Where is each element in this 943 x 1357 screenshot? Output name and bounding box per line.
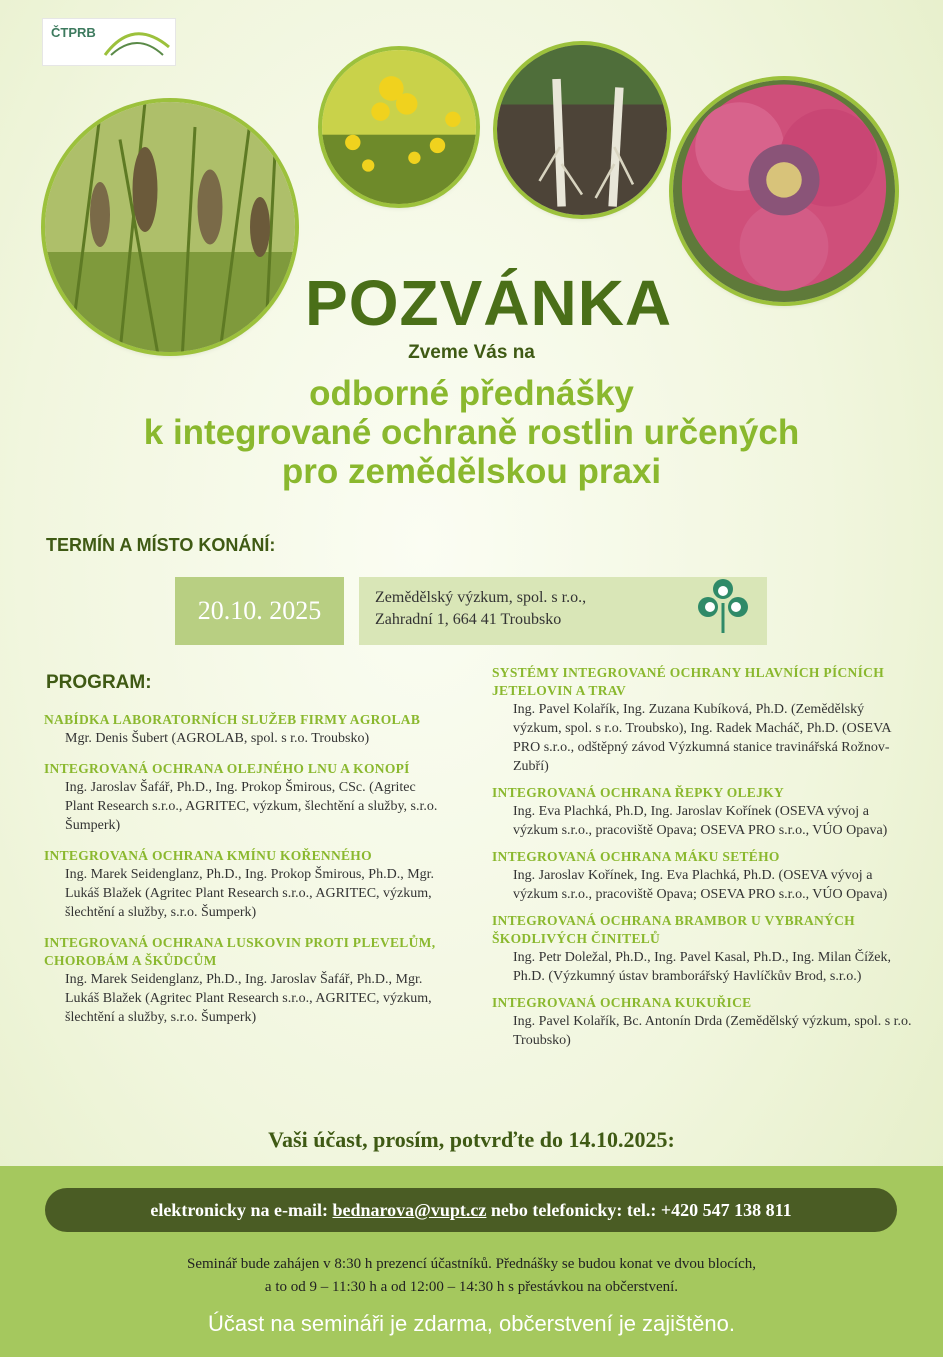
logo-swoosh-icon [103, 25, 171, 59]
program-item-title: NABÍDKA LABORATORNÍCH SLUŽEB FIRMY AGROLAB [44, 712, 421, 727]
program-item-title: INTEGROVANÁ OCHRANA ŘEPKY OLEJKY [492, 785, 785, 800]
rapeseed-photo [322, 50, 476, 204]
note-line: a to od 9 – 11:30 h a od 12:00 – 14:30 h s přestávkou na občerstvení. [264, 1279, 679, 1295]
program-item-title: INTEGROVANÁ OCHRANA OLEJNÉHO LNU A KONOPÍ [44, 761, 410, 776]
subtitle-line: pro zemědělskou praxi [281, 452, 662, 491]
subtitle [0, 374, 943, 491]
program-item-speakers: Ing. Jaroslav Šafář, Ph.D., Ing. Prokop Šmirous, CSc. (Agritec Plant Research s.r.o., AGRITEC, výzkum, šlechtění a služby, s.r.o. Šumperk) [65, 780, 438, 833]
program-item-title: SYSTÉMY INTEGROVANÉ OCHRANY HLAVNÍCH PÍCNÍCH JETELOVIN A TRAV [492, 665, 885, 698]
program-item-speakers: Ing. Petr Doležal, Ph.D., Ing. Pavel Kasal, Ph.D., Ing. Milan Čížek, Ph.D. (Výzkumný ústav bramborářský Havlíčkův Brod, s.r.o.) [513, 950, 891, 984]
program-item-speakers: Ing. Pavel Kolařík, Bc. Antonín Drda (Zemědělský výzkum, spol. s r.o. Troubsko) [513, 1014, 912, 1048]
invite-text: Zveme Vás na [408, 342, 535, 363]
program-item-title: INTEGROVANÁ OCHRANA MÁKU SETÉHO [492, 849, 780, 864]
place-line: Zemědělský výzkum, spol. s r.o., [375, 589, 587, 606]
note-line: Seminář bude zahájen v 8:30 h prezencí účastníků. Přednášky se budou konat ve dvou blocích, [186, 1256, 756, 1272]
program-item-speakers: Ing. Marek Seidenglanz, Ph.D., Ing. Prokop Šmirous, Ph.D., Mgr. Lukáš Blažek (Agritec Plant Research s.r.o., AGRITEC, výzkum, šlechtění a služby, s.r.o. Šumperk) [65, 867, 435, 920]
event-place [359, 577, 767, 645]
program-item-speakers: Mgr. Denis Šubert (AGROLAB, spol. s r.o. Troubsko) [65, 731, 370, 746]
page-title: POZVÁNKA [305, 267, 673, 339]
program-item [492, 994, 912, 1050]
confirm-deadline: Vaši účast, prosím, potvrďte do 14.10.2025: [268, 1127, 675, 1152]
program-item-title: INTEGROVANÁ OCHRANA KUKUŘICE [492, 995, 752, 1010]
program-heading: PROGRAM: [46, 672, 152, 693]
program-item [44, 711, 444, 748]
program-item [44, 934, 444, 1027]
subtitle-line: k integrované ochraně rostlin určených [143, 413, 800, 452]
contact-prefix: elektronicky na e-mail: [150, 1199, 328, 1220]
clover-icon [691, 573, 755, 637]
program-item [492, 664, 912, 776]
program-item-speakers: Ing. Jaroslav Kořínek, Ing. Eva Plachká, Ph.D. (OSEVA vývoj a výzkum s.r.o., pracoviště Opava; OSEVA PRO s.r.o., VÚO Opava) [513, 868, 888, 902]
poppy-photo [673, 80, 895, 302]
program-item [492, 912, 912, 986]
event-date: 20.10. 2025 [175, 577, 344, 645]
grass-photo [45, 102, 295, 352]
program-item [492, 784, 912, 840]
place-line: Zahradní 1, 664 41 Troubsko [375, 611, 562, 628]
program-item-speakers: Ing. Marek Seidenglanz, Ph.D., Ing. Jaroslav Šafář, Ph.D., Mgr. Lukáš Blažek (Agritec Plant Research s.r.o., AGRITEC, výzkum, šlechtění a služby, s.r.o. Šumperk) [65, 972, 432, 1025]
program-item-speakers: Ing. Pavel Kolařík, Ing. Zuzana Kubíková, Ph.D. (Zemědělský výzkum, spol. s r.o. Troubsko), Ing. Radek Macháč, Ph.D. (OSEVA PRO s.r.o., odštěpný závod Výzkumná stanice travinářská Rožnov-Zubří) [513, 702, 891, 774]
roots-photo [497, 45, 667, 215]
program-item-title: INTEGROVANÁ OCHRANA LUSKOVIN PROTI PLEVELŮM, CHOROBÁM A ŠKŮDCŮM [44, 935, 436, 968]
program-column-right [492, 664, 912, 1050]
program-column-left [44, 711, 444, 1027]
program-item [44, 760, 444, 835]
program-item-speakers: Ing. Eva Plachká, Ph.D, Ing. Jaroslav Kořínek (OSEVA vývoj a výzkum s.r.o., pracoviště Opava; OSEVA PRO s.r.o., VÚO Opava) [513, 804, 888, 838]
program-item-title: INTEGROVANÁ OCHRANA BRAMBOR U VYBRANÝCH ŠKODLIVÝCH ČINITELŮ [492, 913, 855, 946]
subtitle-line: odborné přednášky [309, 374, 634, 413]
program-item-title: INTEGROVANÁ OCHRANA KMÍNU KOŘENNÉHO [44, 848, 372, 863]
program-item [44, 847, 444, 922]
email-link[interactable]: bednarova@vupt.cz [332, 1199, 487, 1220]
venue-heading: TERMÍN A MÍSTO KONÁNÍ: [46, 535, 276, 555]
phone-number[interactable]: +420 547 138 811 [660, 1199, 792, 1220]
organization-logo [42, 18, 176, 66]
logo-text: ČTPRB [51, 25, 96, 40]
program-item [492, 848, 912, 904]
seminar-note [0, 1253, 943, 1299]
contact-bar [45, 1188, 897, 1232]
contact-mid: nebo telefonicky: tel.: [490, 1199, 657, 1220]
free-attendance: Účast na semináři je zdarma, občerstvení je zajištěno. [207, 1311, 735, 1336]
